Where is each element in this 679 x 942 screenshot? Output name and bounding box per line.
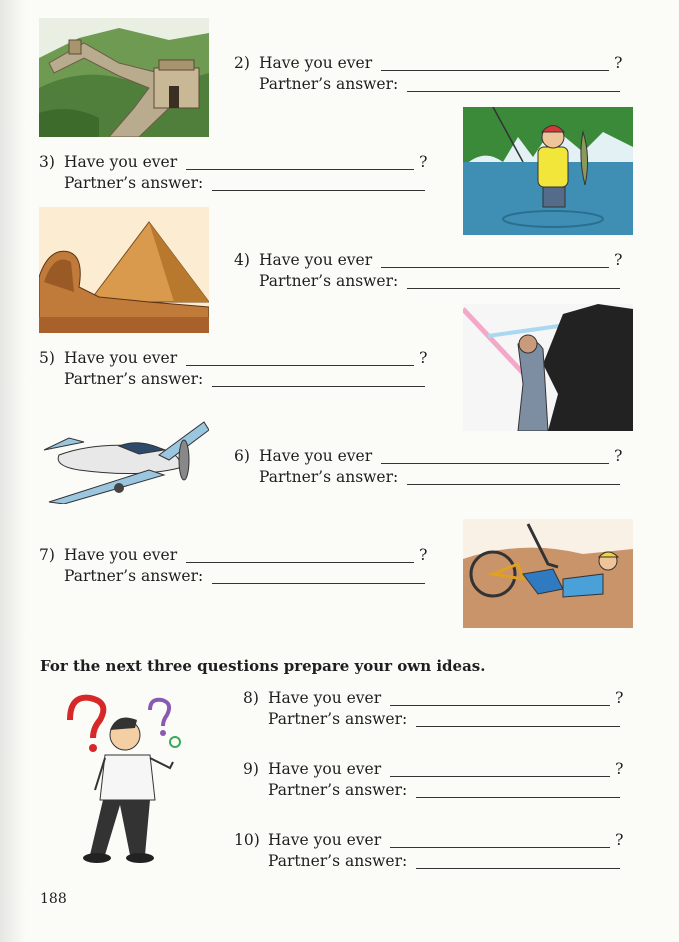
question-mark: ? xyxy=(419,546,428,564)
answer-blank[interactable] xyxy=(390,760,610,777)
answer-blank[interactable] xyxy=(186,349,414,366)
fishing-boy-illustration xyxy=(463,107,633,235)
partner-answer-label: Partner’s answer: xyxy=(268,781,408,799)
pyramids-sphinx-illustration xyxy=(39,207,209,333)
question-5 xyxy=(39,348,427,390)
partner-answer-blank[interactable] xyxy=(416,710,620,727)
partner-answer-blank[interactable] xyxy=(407,468,620,485)
bike-fall-illustration xyxy=(463,519,633,628)
page-number: 188 xyxy=(40,891,67,907)
partner-answer-label: Partner’s answer: xyxy=(259,75,399,93)
question-prompt: Have you ever xyxy=(259,447,373,465)
partner-answer-label: Partner’s answer: xyxy=(259,468,399,486)
question-6 xyxy=(234,446,622,488)
question-prompt: Have you ever xyxy=(64,546,178,564)
question-mark: ? xyxy=(419,349,428,367)
partner-answer-label: Partner’s answer: xyxy=(268,710,408,728)
partner-answer-blank[interactable] xyxy=(212,174,425,191)
partner-answer-label: Partner’s answer: xyxy=(64,370,204,388)
question-number: 6) xyxy=(234,447,250,465)
question-mark: ? xyxy=(615,760,624,778)
question-prompt: Have you ever xyxy=(268,760,382,778)
great-wall-illustration xyxy=(39,18,209,137)
question-mark: ? xyxy=(615,689,624,707)
answer-blank[interactable] xyxy=(390,831,610,848)
answer-blank[interactable] xyxy=(381,54,609,71)
question-7 xyxy=(39,545,427,587)
question-10 xyxy=(234,830,623,872)
question-number: 10) xyxy=(234,831,260,849)
partner-answer-blank[interactable] xyxy=(212,567,425,584)
partner-answer-blank[interactable] xyxy=(212,370,425,387)
question-prompt: Have you ever xyxy=(64,349,178,367)
partner-answer-blank[interactable] xyxy=(407,272,620,289)
question-prompt: Have you ever xyxy=(268,689,382,707)
question-3 xyxy=(39,152,427,194)
question-prompt: Have you ever xyxy=(259,54,373,72)
question-number: 9) xyxy=(243,760,259,778)
question-9 xyxy=(243,759,623,801)
question-number: 8) xyxy=(243,689,259,707)
question-mark: ? xyxy=(614,447,623,465)
confused-man-illustration xyxy=(55,690,185,868)
partner-answer-label: Partner’s answer: xyxy=(64,174,204,192)
answer-blank[interactable] xyxy=(186,153,414,170)
question-8 xyxy=(243,688,623,730)
partner-answer-blank[interactable] xyxy=(416,781,620,798)
question-number: 2) xyxy=(234,54,250,72)
question-prompt: Have you ever xyxy=(64,153,178,171)
answer-blank[interactable] xyxy=(381,447,609,464)
question-prompt: Have you ever xyxy=(268,831,382,849)
partner-answer-label: Partner’s answer: xyxy=(259,272,399,290)
partner-answer-label: Partner’s answer: xyxy=(64,567,204,585)
page-edge-shadow xyxy=(0,0,26,942)
question-2 xyxy=(234,53,622,95)
question-number: 7) xyxy=(39,546,55,564)
question-prompt: Have you ever xyxy=(259,251,373,269)
question-mark: ? xyxy=(614,54,623,72)
instruction-heading: For the next three questions prepare your own ideas. xyxy=(40,657,486,675)
question-mark: ? xyxy=(419,153,428,171)
question-mark: ? xyxy=(614,251,623,269)
question-number: 4) xyxy=(234,251,250,269)
lightsaber-duel-illustration xyxy=(463,304,633,431)
partner-answer-blank[interactable] xyxy=(416,852,620,869)
answer-blank[interactable] xyxy=(390,689,610,706)
partner-answer-label: Partner’s answer: xyxy=(268,852,408,870)
question-number: 5) xyxy=(39,349,55,367)
answer-blank[interactable] xyxy=(186,546,414,563)
question-number: 3) xyxy=(39,153,55,171)
answer-blank[interactable] xyxy=(381,251,609,268)
question-mark: ? xyxy=(615,831,624,849)
question-4 xyxy=(234,250,622,292)
airplane-illustration xyxy=(39,420,209,504)
partner-answer-blank[interactable] xyxy=(407,75,620,92)
